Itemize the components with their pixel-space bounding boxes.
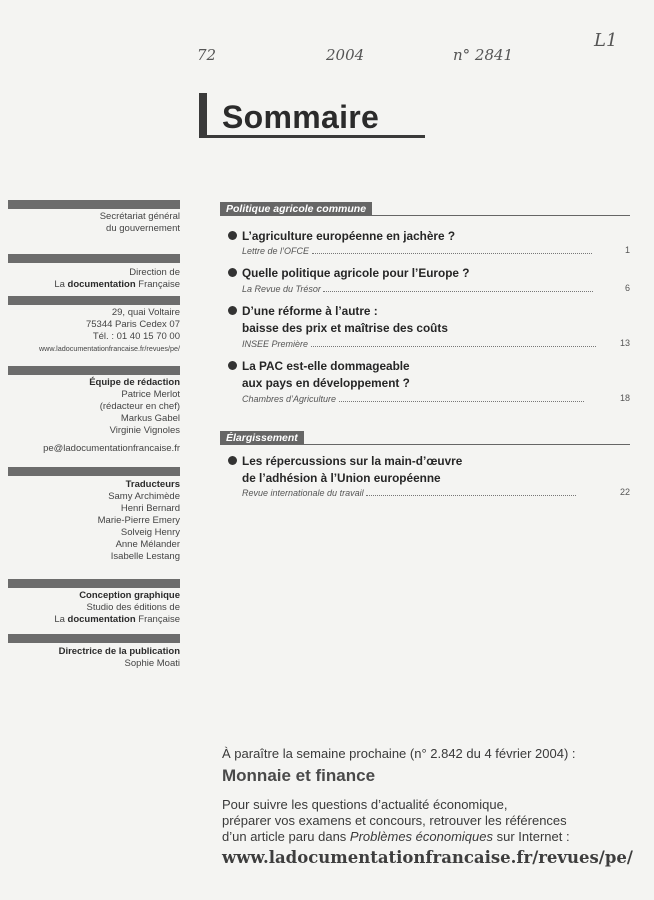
- sidebar-divider: [8, 200, 180, 209]
- translator: Anne Mélander: [115, 539, 180, 550]
- section-label: Politique agricole commune: [220, 202, 372, 216]
- next-issue-title: Monnaie et finance: [222, 766, 376, 785]
- team-heading: Équipe de rédaction: [89, 377, 180, 388]
- publisher-line: Direction de: [129, 267, 180, 278]
- translator: Solveig Henry: [120, 527, 180, 538]
- promo-line: Pour suivre les questions d’actualité économique,: [222, 797, 508, 812]
- address-line: 29, quai Voltaire: [111, 307, 180, 318]
- bullet-icon: [228, 306, 237, 315]
- sidebar-divider: [8, 634, 180, 643]
- director-block: [59, 646, 180, 670]
- handwritten-note: n° 2841: [453, 46, 514, 64]
- bullet-icon: [228, 231, 237, 240]
- sidebar-divider: [8, 579, 180, 588]
- page-number: 13: [619, 338, 630, 348]
- article-title[interactable]: La PAC est-elle dommageable: [228, 358, 410, 375]
- team-member: Markus Gabel: [120, 413, 180, 424]
- website-url[interactable]: www.ladocumentationfrancaise.fr/revues/pe/: [222, 848, 633, 867]
- section-label: Élargissement: [220, 431, 304, 445]
- handwritten-note: L1: [594, 30, 618, 51]
- publisher-block: [54, 267, 180, 291]
- page-number: 22: [619, 487, 630, 497]
- design-line: La documentation Française: [54, 614, 180, 625]
- bullet-icon: [228, 456, 237, 465]
- translators-heading: Traducteurs: [125, 479, 180, 490]
- org-line: Secrétariat général: [99, 211, 180, 222]
- translator: Samy Archimède: [108, 491, 180, 502]
- page-number: 1: [624, 245, 630, 255]
- page-number: 18: [619, 393, 630, 403]
- org-line: du gouvernement: [106, 223, 180, 234]
- publisher-line: La documentation Française: [54, 279, 180, 290]
- address-line: 75344 Paris Cedex 07: [85, 319, 180, 330]
- translator: Henri Bernard: [120, 503, 180, 514]
- director-heading: Directrice de la publication: [58, 646, 180, 657]
- phone: Tél. : 01 40 15 70 00: [92, 331, 180, 342]
- promo-text: [222, 797, 570, 845]
- sidebar-divider: [8, 296, 180, 305]
- bullet-icon: [228, 268, 237, 277]
- sidebar-divider: [8, 467, 180, 476]
- article-title-continued[interactable]: de l’adhésion à l’Union européenne: [242, 471, 441, 485]
- team-block: [89, 377, 180, 437]
- page-number: 6: [624, 283, 630, 293]
- website-link[interactable]: www.ladocumentationfrancaise.fr/revues/pe/: [38, 344, 180, 353]
- design-line: Studio des éditions de: [86, 602, 180, 613]
- article-title-continued[interactable]: baisse des prix et maîtrise des coûts: [242, 321, 448, 335]
- team-member: (rédacteur en chef): [99, 401, 180, 412]
- team-member: Virginie Vignoles: [109, 425, 180, 436]
- handwritten-note: 72: [197, 46, 217, 64]
- article-title[interactable]: Quelle politique agricole pour l’Europe ?: [228, 265, 469, 282]
- translator: Isabelle Lestang: [110, 551, 180, 562]
- article-source: INSEE Première: [242, 338, 599, 350]
- handwritten-note: 2004: [326, 46, 365, 64]
- article-source: Lettre de l’OFCE: [242, 245, 599, 257]
- article-title[interactable]: Les répercussions sur la main-d’œuvre: [228, 453, 462, 470]
- sidebar-divider: [8, 366, 180, 375]
- page-title: Sommaire: [222, 99, 380, 135]
- design-heading: Conception graphique: [79, 590, 180, 601]
- translators-block: [98, 479, 180, 563]
- article-title-continued[interactable]: aux pays en développement ?: [242, 376, 410, 390]
- article-source: La Revue du Trésor: [242, 283, 599, 295]
- org-block: [100, 211, 180, 235]
- email-link[interactable]: pe@ladocumentationfrancaise.fr: [43, 443, 180, 454]
- article-source: Revue internationale du travail: [242, 487, 599, 499]
- promo-line: préparer vos examens et concours, retrouver les références: [222, 813, 567, 828]
- next-issue-announcement: À paraître la semaine prochaine (n° 2.842 du 4 février 2004) :: [222, 746, 576, 761]
- address-block: [39, 307, 180, 355]
- article-source: Chambres d’Agriculture: [242, 393, 599, 405]
- team-member: Patrice Merlot: [121, 389, 180, 400]
- director-name: Sophie Moati: [124, 658, 180, 669]
- title-accent-bar: [199, 93, 207, 135]
- promo-line: d’un article paru dans Problèmes économiques sur Internet :: [222, 829, 570, 844]
- translator: Marie-Pierre Emery: [97, 515, 180, 526]
- design-block: [54, 590, 180, 626]
- article-title[interactable]: L’agriculture européenne en jachère ?: [228, 228, 455, 245]
- article-title[interactable]: D’une réforme à l’autre :: [228, 303, 378, 320]
- sidebar-divider: [8, 254, 180, 263]
- bullet-icon: [228, 361, 237, 370]
